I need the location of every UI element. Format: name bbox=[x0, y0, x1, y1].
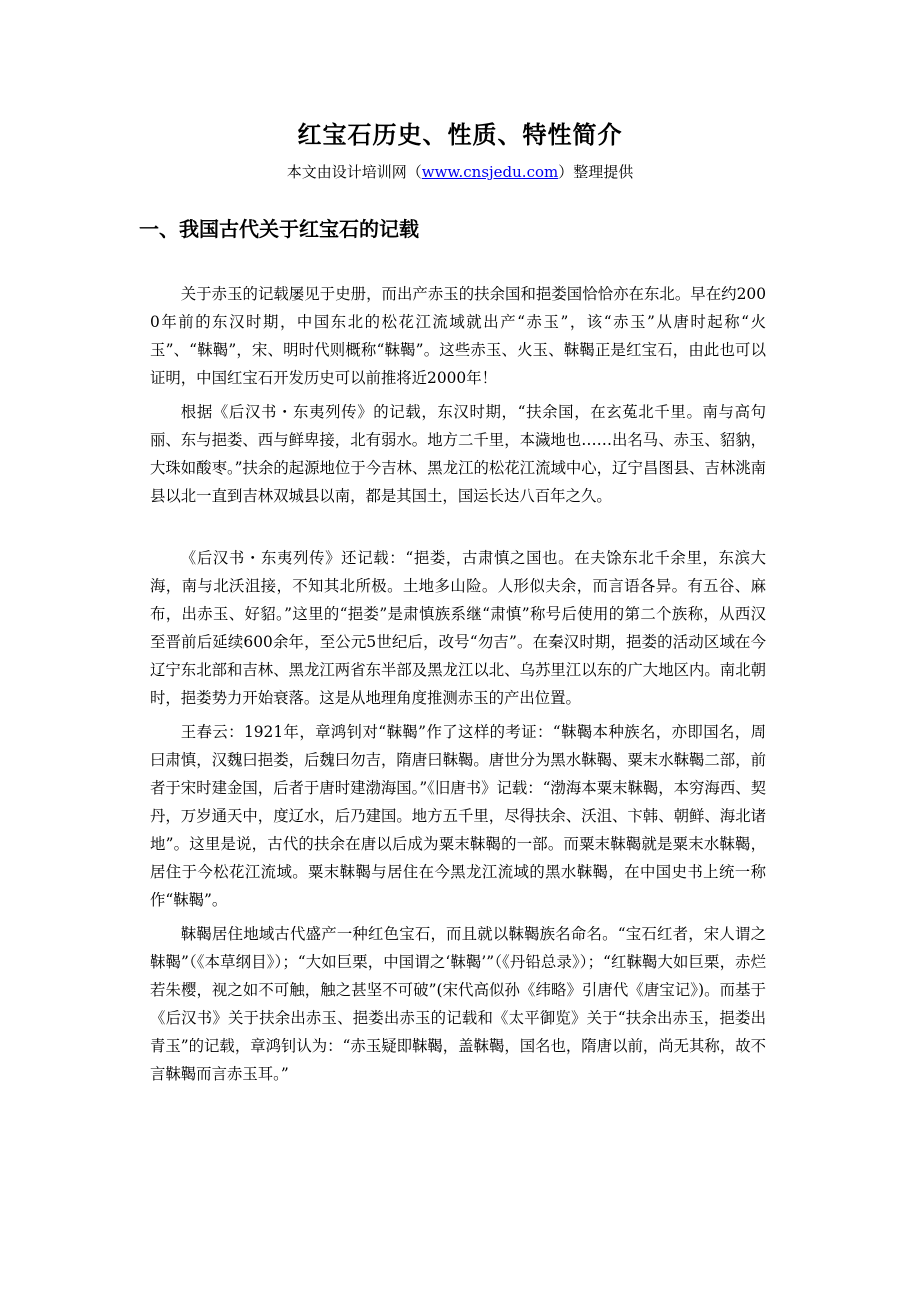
document-body bbox=[150, 280, 766, 1088]
paragraph-3: 《后汉书・东夷列传》还记载：“挹娄，古肃慎之国也。在夫馀东北千余里，东滨大海，南与北沃沮接，不知其北所极。土地多山险。人形似夫余，而言语各异。有五谷、麻布，出赤玉、好貂。”这里的“挹娄”是肃慎族系继“肃慎”称号后使用的第二个族称，从西汉至晋前后延续600余年，至公元5世纪后，改号“勿吉”。在秦汉时期，挹娄的活动区域在今辽宁东北部和吉林、黑龙江两省东半部及黑龙江以北、乌苏里江以东的广大地区内。南北朝时，挹娄势力开始衰落。这是从地理角度推测赤玉的产出位置。 bbox=[150, 549, 766, 707]
website-link[interactable]: www.cnsjedu.com bbox=[421, 163, 559, 181]
subtitle-suffix: ）整理提供 bbox=[558, 163, 634, 181]
paragraph-1: 关于赤玉的记载屡见于史册，而出产赤玉的扶余国和挹娄国恰恰亦在东北。早在约2000年前的东汉时期，中国东北的松花江流域就出产“赤玉”，该“赤玉”从唐时起称“火玉”、“靺鞨”，宋、明时代则概称“靺鞨”。这些赤玉、火玉、靺鞨正是红宝石，由此也可以证明，中国红宝石开发历史可以前推将近2000年！ bbox=[150, 285, 766, 387]
paragraph-2: 根据《后汉书・东夷列传》的记载，东汉时期，“扶余国，在玄菟北千里。南与高句丽、东与挹娄、西与鲜卑接，北有弱水。地方二千里，本濊地也……出名马、赤玉、貂豽，大珠如酸枣。”扶余的起源地位于今吉林、黑龙江的松花江流域中心，辽宁昌图县、吉林洮南县以北一直到吉林双城县以南，都是其国土，国运长达八百年之久。 bbox=[150, 403, 766, 505]
subtitle-prefix: 本文由设计培训网（ bbox=[286, 163, 422, 181]
document-title: 红宝石历史、性质、特性简介 bbox=[297, 121, 623, 149]
paragraph-5: 靺鞨居住地域古代盛产一种红色宝石，而且就以靺鞨族名命名。“宝石红者，宋人谓之靺鞨”（《本草纲目》）；“大如巨栗，中国谓之‘靺鞨’”（《丹铅总录》）；“红靺鞨大如巨栗，赤烂若朱樱，视之如不可触，触之甚坚不可破”(宋代高似孙《纬略》引唐代《唐宝记》)。而基于《后汉书》关于扶余出赤玉、挹娄出赤玉的记载和《太平御览》关于“扶余出赤玉，挹娄出青玉”的记载，章鸿钊认为：“赤玉疑即靺鞨，盖靺鞨，国名也，隋唐以前，尚无其称，故不言靺鞨而言赤玉耳。” bbox=[150, 925, 766, 1083]
document-subtitle bbox=[0, 160, 920, 184]
paragraph-4: 王春云：1921年，章鸿钊对“靺鞨”作了这样的考证：“靺鞨本种族名，亦即国名，周曰肃慎，汉魏曰挹娄，后魏曰勿吉，隋唐曰靺鞨。唐世分为黑水靺鞨、粟末水靺鞨二部，前者于宋时建金国，后者于唐时建渤海国。”《旧唐书》记载：“渤海本粟末靺鞨，本穷海西、契丹，万岁通天中，度辽水，后乃建国。地方五千里，尽得扶余、沃沮、卞韩、朝鲜、海北诸地”。这里是说，古代的扶余在唐以后成为粟末靺鞨的一部。而粟末靺鞨就是粟末水靺鞨，居住于今松花江流域。粟末靺鞨与居住在今黑龙江流域的黑水靺鞨，在中国史书上统一称作“靺鞨”。 bbox=[150, 723, 766, 909]
section-heading: 一、我国古代关于红宝石的记载 bbox=[139, 217, 419, 241]
